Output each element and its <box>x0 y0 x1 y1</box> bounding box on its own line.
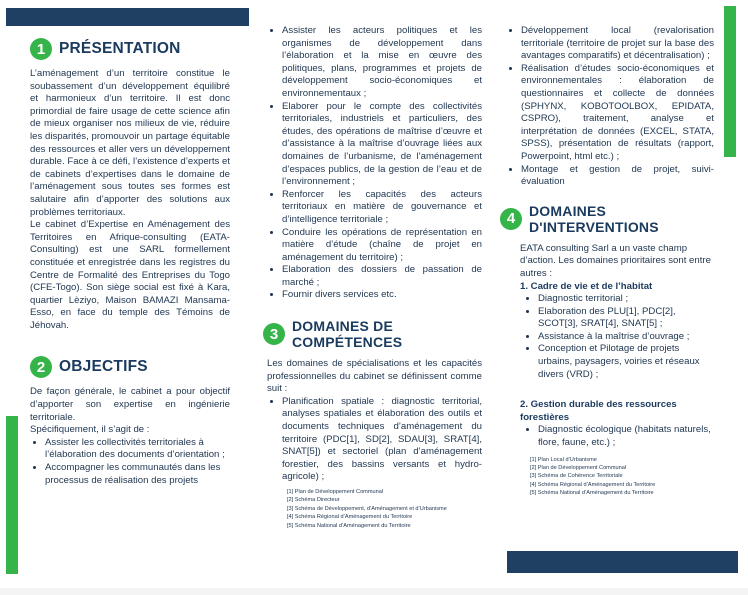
objectif-item: • Conduire les opérations de représentation en matière d’étude (chaîne de projet en aménagement du territoire) ; <box>282 227 482 265</box>
competence-item: • Réalisation d’études socio-économiques et environnementales : élaboration de questionnaires et collecte de données (SPHYNX, KOBOTOOLBOX, EPIDATA, CSPRO), traitement, analyse et interprétation de données (EXCEL, STATA, SPSS), présentation de résultats (rapport, Powerpoint, html etc.) ; <box>521 63 714 164</box>
objectifs-list-b <box>267 25 482 302</box>
objectifs-lead: Spécifiquement, il s’agit de : <box>30 424 150 436</box>
objectif-item: • Elaborer pour le compte des collectivités territoriales, industriels et particuliers, des études, des opérations de maîtrise d’œuvre et d’assistance à la maîtrise d’ouvrage liées aux domaines de l’urbanisme, de l’aménagement d’espaces publics, de la gestion de l’eau et de l’environnement ; <box>282 101 482 189</box>
intervention-item: • Diagnostic territorial ; <box>538 293 714 306</box>
interventions-section-1-list <box>506 293 714 381</box>
competence-item: • Montage et gestion de projet, suivi-évaluation <box>521 164 714 189</box>
objectif-item: • Fournir divers services etc. <box>282 289 482 302</box>
section-number-3: 3 <box>263 323 285 345</box>
section-number-4: 4 <box>500 208 522 230</box>
interventions-section-1-title: 1. Cadre de vie et de l’habitat <box>520 280 653 292</box>
left-green-bar <box>6 416 18 574</box>
objectif-item: • Accompagner les communautés dans les processus de réalisation des projets <box>45 462 230 487</box>
interventions-section-2-title: 2. Gestion durable des ressources forestières <box>520 399 677 423</box>
column-1 <box>30 38 230 487</box>
interventions-title: DOMAINES D'INTERVENTIONS <box>529 202 659 235</box>
competences-footnotes <box>267 488 482 530</box>
footnote: [3] Schéma de Cohérence Territoriale <box>530 473 623 480</box>
section-number-1: 1 <box>30 38 52 60</box>
presentation-paragraph-1: L’aménagement d’un territoire constitue le soubassement d’un développement équilibré et harmonieux d’un territoire. Il est donc primordial de faire usage de cette science afin de mieux organiser nos milieux de vie, réduire les disparités, promouvoir un partage équitable des ressources et aller vers un développement durable. Face à ce défi, l’existence d’experts et de cabinets d’expertises dans le domaine de l’aménagement sous toutes ses formes est salutaire afin d’apporter des solutions aux problèmes territoriaux. <box>30 68 230 218</box>
objectif-item: • Assister les acteurs politiques et les organismes de développement dans l’élaboration et la mise en œuvre des politiques, plans, programmes et projets de développement socio-économiques et environnementaux ; <box>282 25 482 101</box>
top-left-bar <box>6 8 249 26</box>
interventions-footnotes <box>506 456 714 498</box>
competences-title: DOMAINES DE COMPÉTENCES <box>292 318 403 351</box>
objectif-item: • Elaboration des dossiers de passation de marché ; <box>282 264 482 289</box>
footnote: [4] Schéma Régional d’Aménagement du Territoire <box>530 481 656 488</box>
objectif-item: • Assister les collectivités territoriales à l’élaboration des documents d’orientation ; <box>45 437 230 462</box>
bottom-strip <box>0 588 748 595</box>
objectifs-heading <box>30 356 230 378</box>
footnote: [2] Schéma Directeur <box>287 497 340 504</box>
section-number-2: 2 <box>30 356 52 378</box>
interventions-section-2-list <box>506 424 714 449</box>
presentation-title: PRÉSENTATION <box>59 40 181 57</box>
competences-intro: Les domaines de spécialisations et les capacités professionnelles du cabinet se définissent comme suit : <box>267 358 482 395</box>
intervention-item: • Assistance à la maîtrise d’ouvrage ; <box>538 331 714 344</box>
objectifs-title: OBJECTIFS <box>59 358 148 376</box>
footnote: [1] Plan de Développement Communal <box>287 489 384 495</box>
competences-list-b <box>506 25 714 189</box>
bottom-right-bar <box>507 551 738 573</box>
objectifs-list-a <box>30 437 230 487</box>
footnote: [3] Schéma de Développement, d’Aménagement et d’Urbanisme <box>287 505 447 512</box>
right-green-bar <box>724 6 736 157</box>
presentation-paragraph-2: Le cabinet d’Expertise en Aménagement des Territoires en Afrique-consulting (EATA-Consulting) est une SARL formellement constituée et enregistrée dans les registres du Centre de Formalité des Entreprises du Togo (CFE-Togo). Son siège social est fixé à Kara, quartier Lèziyo, Maison BAMAZI Mansama-Esso, en face du temple des Témoins de Jéhovah. <box>30 219 230 331</box>
competences-list-a <box>267 396 482 484</box>
intervention-item: • Diagnostic écologique (habitats naturels, flore, faune, etc.) ; <box>538 424 714 449</box>
intervention-item: • Conception et Pilotage de projets urbains, paysagers, voiries et réseaux divers (VRD) ; <box>538 343 714 381</box>
interventions-heading <box>500 203 714 235</box>
footnote: [5] Schéma National d’Aménagement du Territoire <box>287 522 411 529</box>
objectif-item: • Renforcer les capacités des acteurs territoriaux en matière de gouvernance et d’intelligence territoriale ; <box>282 189 482 227</box>
column-3 <box>506 25 714 498</box>
competence-item: • Développement local (revalorisation territoriale (territoire de projet sur la base des avantages comparatifs) et décentralisation) ; <box>521 25 714 63</box>
presentation-heading <box>30 38 230 60</box>
footnote: [2] Plan de Développement Communal <box>530 465 627 472</box>
footnote: [5] Schéma National d’Aménagement du Territoire <box>530 490 654 497</box>
interventions-intro: EATA consulting Sarl a un vaste champ d’action. Les domaines prioritaires sont entre autres : <box>520 242 711 279</box>
objectifs-intro: De façon générale, le cabinet a pour objectif d’apporter son expertise en ingénierie territoriale. <box>30 386 230 423</box>
footnote: [1] Plan Local d’Urbanisme <box>530 456 597 463</box>
footnote: [4] Schéma Régional d’Aménagement du Territoire <box>287 514 413 521</box>
column-2 <box>267 25 482 530</box>
competence-item: • Planification spatiale : diagnostic territorial, analyses spatiales et élaboration des outils et documents techniques d’aménagement du territoire (PDC[1], SD[2], SDAU[3], SRAT[4], SNAT[5]) et sectoriel (plan d’aménagement forestier, des bassins versants et hydro-agricole) ; <box>282 396 482 484</box>
competences-heading <box>263 318 482 350</box>
intervention-item: • Elaboration des PLU[1], PDC[2], SCOT[3], SRAT[4], SNAT[5] ; <box>538 306 714 331</box>
